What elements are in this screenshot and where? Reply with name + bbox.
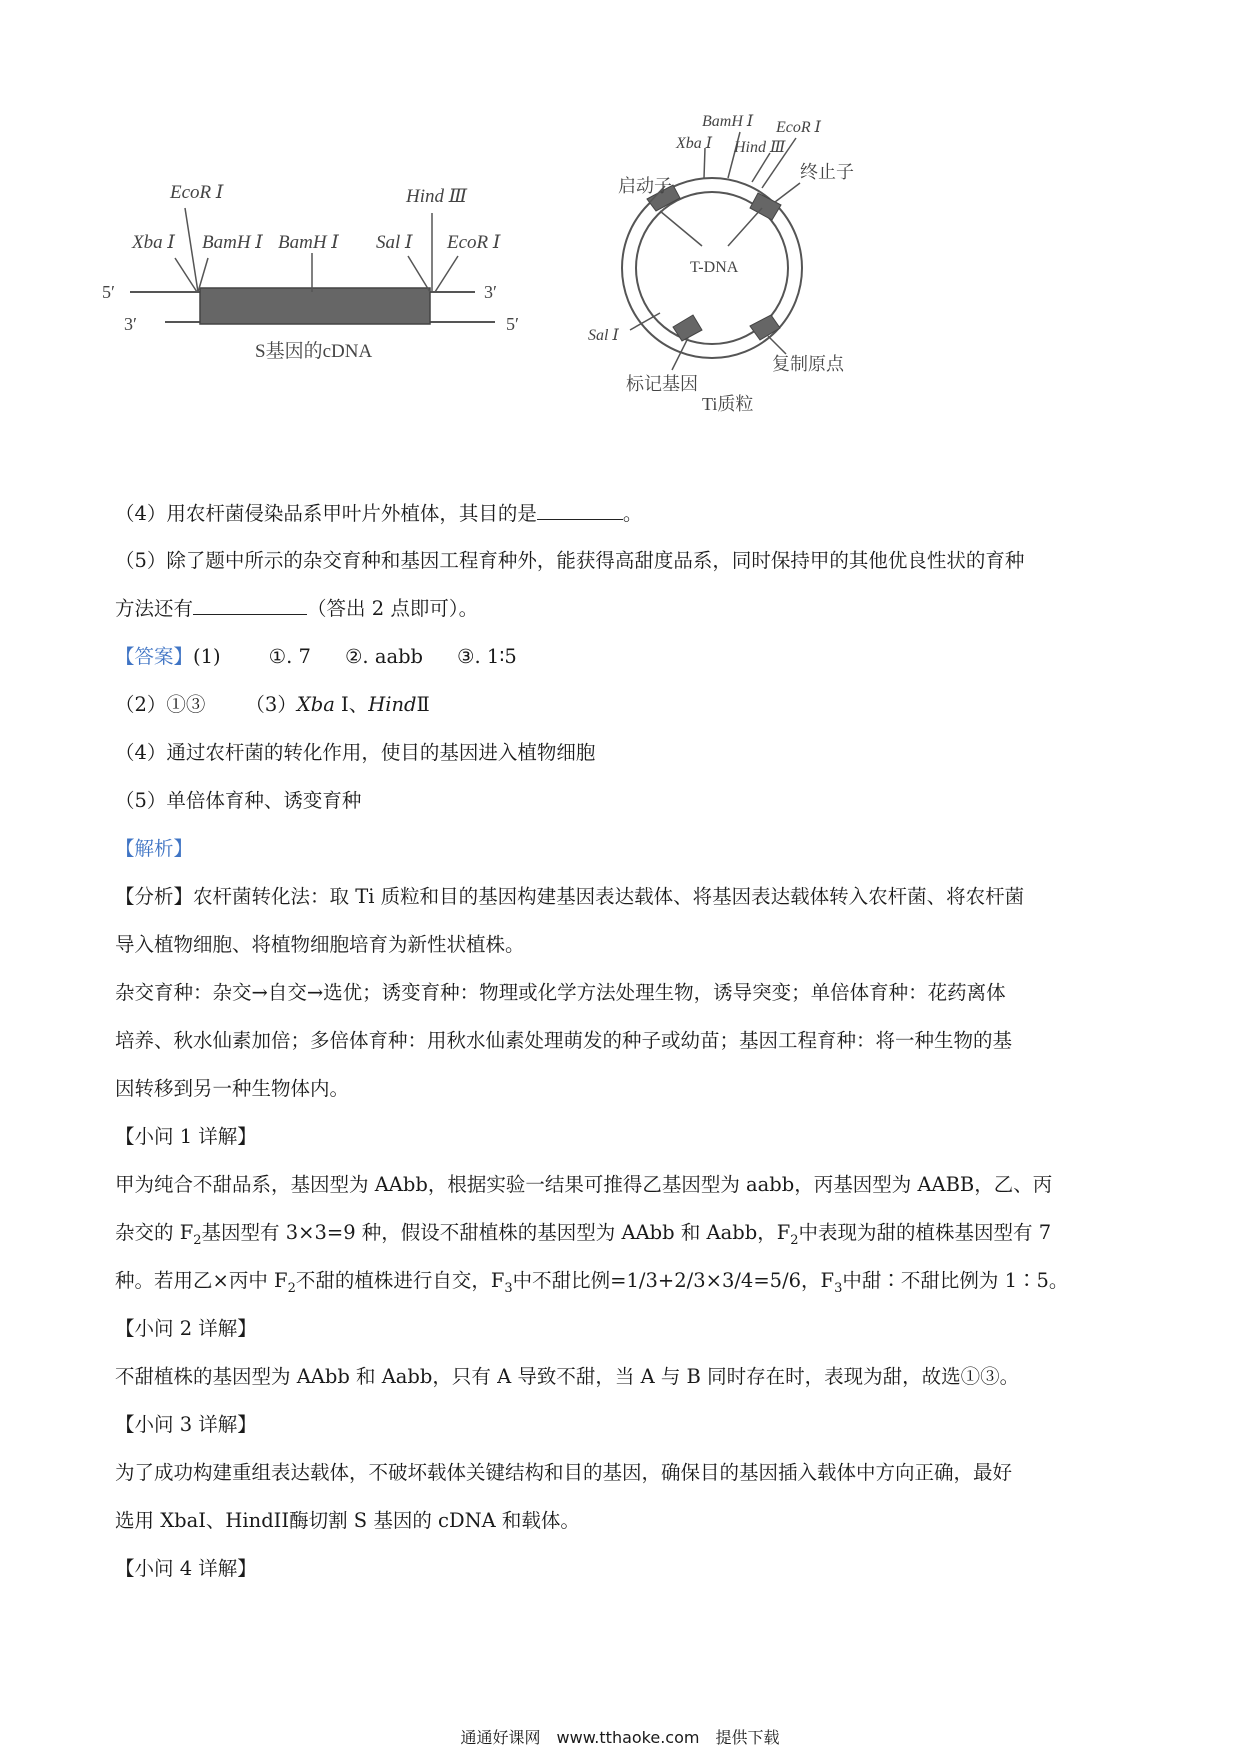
plasmid-label-hind: Hind Ⅲ (734, 139, 786, 156)
plasmid-caption: Ti质粒 (702, 394, 754, 414)
promoter-label: 启动子 (618, 176, 672, 196)
answer-line-5 (115, 785, 1135, 817)
tdna-line-left (660, 211, 702, 246)
s1-l3-sub-c: 3 (834, 1280, 843, 1296)
analysis-p2-line-3: 因转移到另一种生物体内。 (115, 1077, 350, 1100)
site-label-hind: Hind Ⅲ (406, 186, 468, 207)
plasmid-label-ecor: EcoR Ⅰ (776, 119, 821, 136)
ori-block (750, 315, 780, 340)
question-5-text-1: （5）除了题中所示的杂交育种和基因工程育种外，能获得高甜度品系，同时保持甲的其他优良性状的育种 (115, 549, 1025, 572)
plasmid-line-ori (768, 336, 786, 354)
question-5-line-2 (115, 593, 1135, 625)
section-heading-4: 【小问 4 详解】 (115, 1557, 257, 1580)
answer-4: （4）通过农杆菌的转化作用，使目的基因进入植物细胞 (115, 741, 596, 764)
section-1-line-2 (115, 1217, 1135, 1257)
strand-5prime-left: 5′ (102, 282, 115, 302)
answer-3-mid: Ⅰ、 (334, 693, 369, 716)
section-2-line-1: 不甜植株的基因型为 AAbb 和 Aabb，只有 A 导致不甜，当 A 与 B 同时存在时，表现为甜，故选①③。 (115, 1365, 1020, 1388)
tdna-line-right (728, 208, 762, 246)
site-label-xba: Xba Ⅰ (132, 232, 175, 253)
section-heading-3: 【小问 3 详解】 (115, 1413, 257, 1436)
answer-tag: 【答案】 (115, 645, 194, 668)
plasmid-line-terminator (775, 183, 800, 202)
plasmid-label-sal: Sal Ⅰ (588, 327, 619, 344)
analysis-p1-line-2: 导入植物细胞、将植物细胞培育为新性状植株。 (115, 933, 525, 956)
answer-3-hind: Hind (368, 693, 417, 716)
s1-l2-sub-a: 2 (193, 1232, 202, 1248)
answer-line-2 (115, 689, 1135, 721)
marker-gene-block (673, 315, 702, 341)
answer-line-1 (115, 641, 1135, 673)
answer-1-part-3: ③. 1∶5 (457, 645, 517, 668)
cut-line-ecor-right (435, 256, 458, 292)
section-heading-2: 【小问 2 详解】 (115, 1317, 257, 1340)
analysis-p2-line-2: 培养、秋水仙素加倍；多倍体育种：用秋水仙素处理萌发的种子或幼苗；基因工程育种：将一种生物的基 (115, 1029, 1013, 1052)
page-footer: 通通好课网 www.tthaoke.com 提供下载 (460, 1728, 780, 1747)
s1-l3-d: 中甜∶不甜比例为 1∶5。 (842, 1269, 1069, 1292)
s1-l2-a: 杂交的 F (115, 1221, 194, 1244)
answer-blank-4 (537, 499, 623, 520)
answer-3-end: Ⅱ (416, 693, 430, 716)
s1-l2-b: 基因型有 3×3=9 种，假设不甜植株的基因型为 AAbb 和 Aabb，F (201, 1221, 791, 1244)
analysis-tag: 【解析】 (115, 837, 194, 860)
analysis-p2-line-1: 杂交育种：杂交→自交→选优；诱变育种：物理或化学方法处理生物，诱导突变；单倍体育种：花药离体 (115, 981, 1006, 1004)
answer-1-part-2: ②. aabb (344, 645, 424, 668)
s1-l3-a: 种。若用乙×丙中 F (115, 1269, 288, 1292)
answer-3-xba: Xba (296, 693, 335, 716)
site-label-ecor-left: EcoR Ⅰ (170, 182, 224, 203)
plasmid-label-bamh: BamH Ⅰ (702, 113, 754, 130)
cut-line-ecor-left (185, 208, 198, 292)
strand-3prime-right: 3′ (484, 282, 497, 302)
analysis-p1-line-1: 【分析】农杆菌转化法：取 Ti 质粒和目的基因构建基因表达载体、将基因表达载体转入农杆菌、将农杆菌 (115, 885, 1025, 908)
question-4 (115, 498, 1135, 530)
answer-3-prefix: （3） (245, 693, 297, 716)
site-label-ecor-right: EcoR Ⅰ (447, 232, 501, 253)
cdna-caption: S基因的cDNA (255, 341, 373, 362)
answer-5: （5）单倍体育种、诱变育种 (115, 789, 362, 812)
question-4-end: 。 (622, 502, 643, 525)
section-3-line-2: 选用 XbaI、HindII酶切割 S 基因的 cDNA 和载体。 (115, 1509, 580, 1532)
section-1-line-1: 甲为纯合不甜品系，基因型为 AAbb，根据实验一结果可推得乙基因型为 aabb，丙基因型为 AABB，乙、丙 (115, 1173, 1053, 1196)
marker-gene-label: 标记基因 (626, 374, 698, 394)
strand-5prime-right: 5′ (506, 314, 519, 334)
answer-2: （2）①③ (115, 693, 206, 716)
s1-l3-sub-a: 2 (287, 1280, 296, 1296)
question-4-text: （4）用农杆菌侵染品系甲叶片外植体，其目的是 (115, 502, 537, 525)
s1-l3-sub-b: 3 (504, 1280, 513, 1296)
s1-l3-b: 不甜的植株进行自交，F (295, 1269, 505, 1292)
question-5-line-1 (115, 545, 1135, 577)
answer-1-num: (1) (193, 645, 221, 668)
plasmid-line-hind (752, 153, 770, 182)
tdna-label: T-DNA (690, 259, 739, 276)
s1-l2-c: 中表现为甜的植株基因型有 7 (798, 1221, 1052, 1244)
gene-diagram (100, 108, 980, 468)
s-gene-box (200, 288, 430, 324)
section-3-line-1: 为了成功构建重组表达载体，不破坏载体关键结构和目的基因，确保目的基因插入载体中方向正确，最好 (115, 1461, 1013, 1484)
answer-line-4 (115, 737, 1135, 769)
cut-line-sal (408, 256, 430, 292)
plasmid-label-xba: Xba Ⅰ (676, 135, 713, 152)
section-1-line-3 (115, 1265, 1135, 1305)
site-label-bamh-1: BamH Ⅰ (202, 232, 263, 253)
question-5-text-2a: 方法还有 (115, 597, 194, 620)
ori-label: 复制原点 (772, 354, 844, 374)
answer-blank-5 (193, 594, 307, 615)
site-label-bamh-2: BamH Ⅰ (278, 232, 339, 253)
site-label-sal: Sal Ⅰ (376, 232, 413, 253)
s1-l2-sub-b: 2 (790, 1232, 799, 1248)
terminator-label: 终止子 (800, 162, 854, 182)
plasmid-line-xba (704, 148, 705, 178)
answer-1-part-1: ①. 7 (268, 645, 311, 668)
section-heading-1: 【小问 1 详解】 (115, 1125, 257, 1148)
question-5-text-2b: （答出 2 点即可）。 (307, 597, 479, 620)
s1-l3-c: 中不甜比例=1/3+2/3×3/4=5/6，F (512, 1269, 835, 1292)
strand-3prime-left: 3′ (124, 314, 137, 334)
cut-line-bamh-1 (198, 258, 208, 292)
